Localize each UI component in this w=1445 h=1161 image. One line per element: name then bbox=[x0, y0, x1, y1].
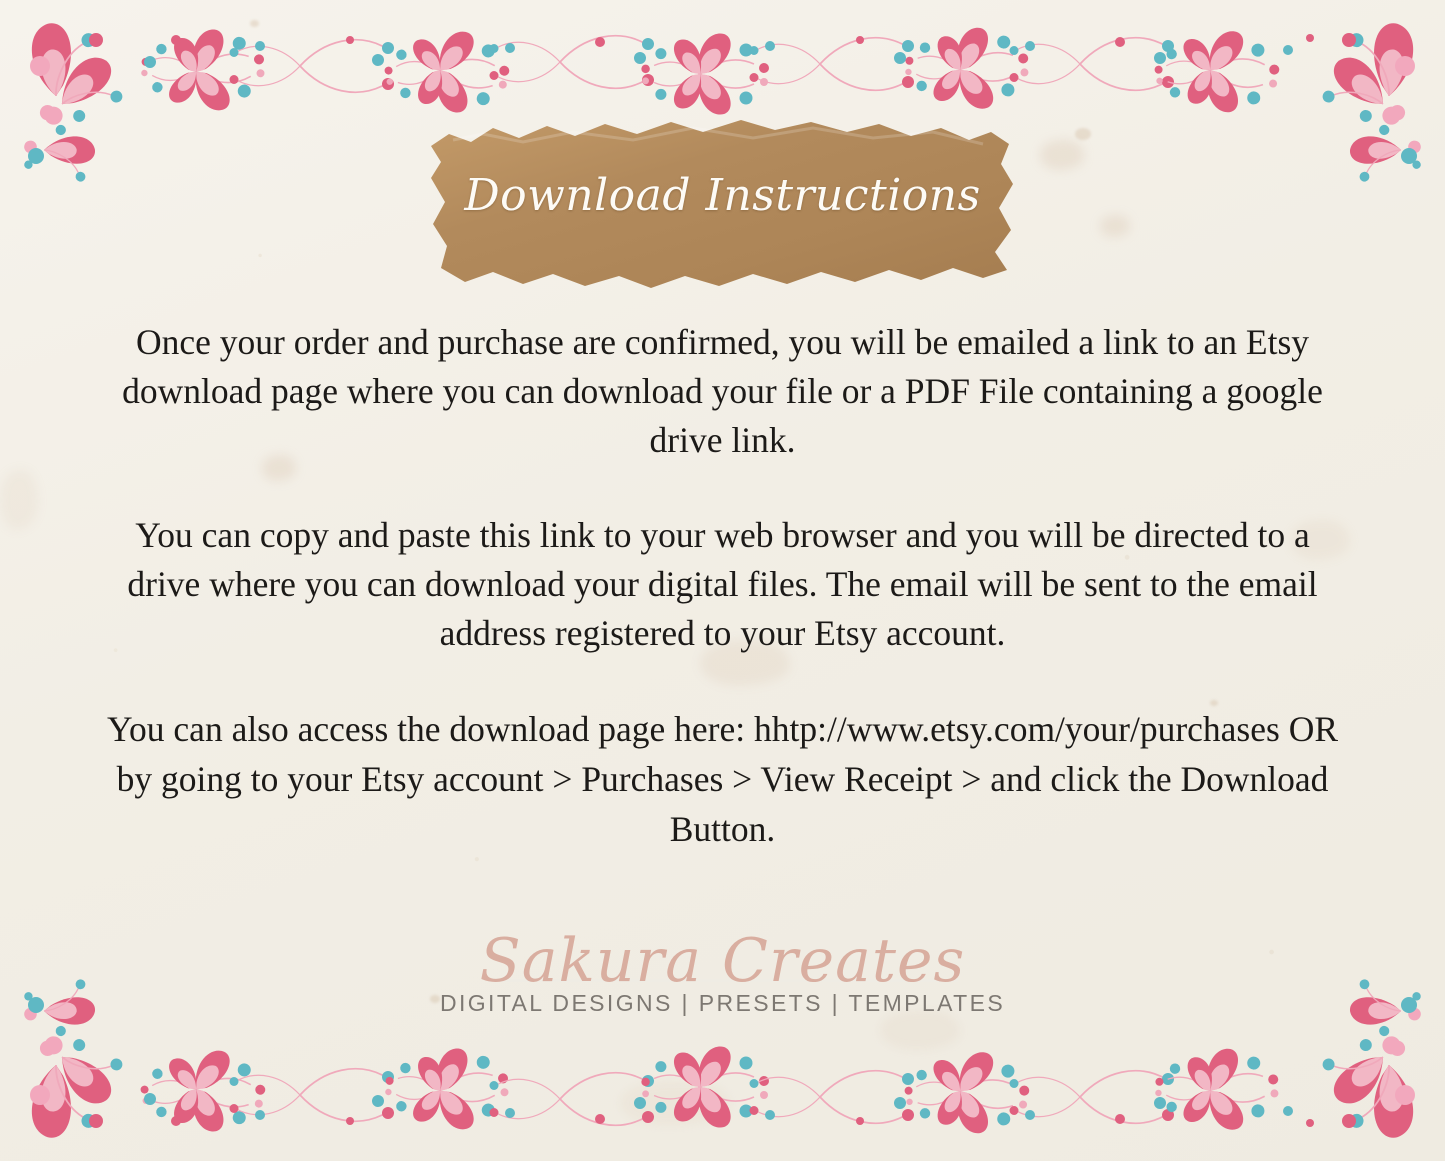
paragraph-3: You can also access the download page here: hhtp://www.etsy.com/your/purchases OR by going to your Etsy account > Purchases > View Receipt > and click the Download Button. bbox=[106, 709, 1339, 849]
torn-paper-banner bbox=[423, 118, 1023, 293]
brand-name: Sakura Creates bbox=[479, 926, 966, 996]
paragraph-1: Once your order and purchase are confirmed, you will be emailed a link to an Etsy download page where you can download your file or a PDF File containing a google drive link. bbox=[122, 322, 1323, 460]
paper-blot bbox=[620, 1080, 730, 1126]
paper-blot bbox=[1040, 140, 1084, 170]
brand-tagline: DIGITAL DESIGNS | PRESETS | TEMPLATES bbox=[439, 990, 1006, 1016]
instructions-body bbox=[95, 318, 1350, 854]
paper-speckle bbox=[250, 20, 259, 27]
paper-blot bbox=[0, 470, 38, 530]
paper-speckle bbox=[1075, 128, 1091, 140]
brand-footer bbox=[0, 926, 1445, 1017]
banner-title: Download Instructions bbox=[464, 170, 981, 221]
paragraph-2: You can copy and paste this link to your web browser and you will be directed to a drive where you can download your digital files. The email will be sent to the email address registered to your Etsy account. bbox=[127, 515, 1318, 653]
paper-blot bbox=[1100, 215, 1130, 237]
